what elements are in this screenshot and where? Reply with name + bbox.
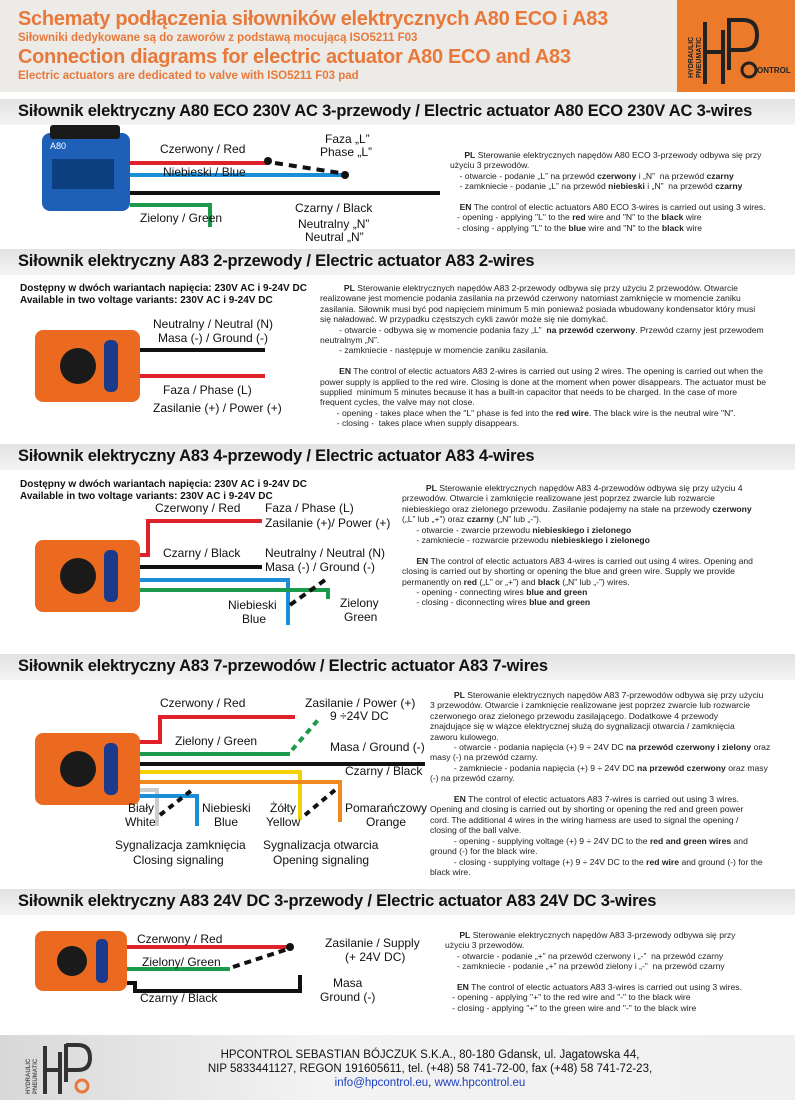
switch-icon (275, 163, 340, 173)
label-yellow-pl: Żółty (270, 801, 297, 815)
label-orange-en: Orange (366, 815, 407, 829)
bold-text-segment: czarny (706, 170, 734, 181)
text-segment (445, 930, 459, 940)
subtitle-pl: Siłowniki dedykowane są do zaworów z podstawą mocującą ISO5211 F03 (18, 32, 418, 44)
label-ground-en: Ground (-) (320, 990, 376, 1004)
text-segment: - opening - applying "+" to the red wire and "-" to the black wire (445, 992, 691, 1003)
section-title-a83-7wire: Siłownik elektryczny A83 7-przewodów / Electric actuator A83 7-wires (0, 654, 795, 680)
subtitle-en: Electric actuators are dedicated to valve with ISO5211 F03 pad (18, 70, 359, 82)
text-segment: The control of electic actuators A83 2-wires is carried out using 2 wires. The opening is carried out when the (351, 366, 763, 377)
text-segment: ground (-) for the black wire. (430, 846, 538, 857)
text-line (430, 815, 775, 825)
label-red: Czerwony / Red (155, 501, 241, 515)
section-title-a83-4wire: Siłownik elektryczny A83 4-przewody / Electric actuator A83 4-wires (0, 444, 795, 470)
description-a83-24vdc (445, 930, 790, 1013)
bold-text-segment: niebieskiego i zielonego (551, 535, 650, 546)
bold-text-segment: red wire (646, 856, 680, 867)
text-segment: permanently on (402, 576, 464, 587)
text-line (450, 150, 790, 160)
text-segment (430, 690, 454, 700)
text-line (445, 992, 790, 1002)
text-segment: wire and "N" to the (586, 222, 662, 233)
text-line (402, 587, 787, 597)
text-line (450, 223, 790, 233)
text-segment: Sterowanie elektrycznych napędów A83 4-przewodów odbywa się przy użyciu 4 (436, 483, 743, 493)
label-ground: Masa (-) / Ground (-) (158, 331, 269, 345)
website-link[interactable]: www.hpcontrol.eu (434, 1077, 526, 1089)
text-line (430, 721, 775, 731)
text-segment: Opening and closing is carried out by shorting or opening the red and green power (430, 804, 744, 815)
section-title-a83-2wire: Siłownik elektryczny A83 2-przewody / Electric actuator A83 2-wires (0, 249, 795, 275)
label-blue-pl: Niebieski (228, 598, 277, 612)
text-line (402, 483, 787, 493)
text-segment: - otwarcie - podanie „L” na przewód (450, 170, 598, 181)
description-a83-2wire (320, 283, 788, 429)
text-line (320, 283, 788, 293)
text-segment: użyciu 3 przewodów. (450, 160, 530, 171)
text-segment: się naładować. W przypadku częstszych cykli zawór może się nie domykać. (320, 314, 608, 325)
label-neutral-pl: Neutralny „N” (298, 217, 370, 231)
text-segment: - opening - supplying voltage (+) 9 ÷ 24V DC to the (430, 835, 650, 846)
text-line (402, 577, 787, 587)
label-phase: Faza / Phase (L) (265, 501, 354, 515)
text-line (445, 930, 790, 940)
text-segment: closing is carried out by shorting or opening the blue and green wire. Supply we provide (402, 566, 735, 577)
text-segment: wire and "N" to the (585, 212, 662, 223)
text-segment: The control of electic actuators A83 7-wires is carried out using 3 wires. (465, 794, 739, 805)
text-segment: - opening - applying "L" to the (450, 212, 573, 223)
text-line (320, 408, 788, 418)
text-line (402, 493, 787, 503)
label-closing-en: Closing signaling (133, 853, 224, 867)
text-segment: The control of electic actuators A80 ECO 3-wires is carried out using 3 wires. (471, 202, 766, 213)
bold-text-segment: czarny (466, 514, 494, 525)
text-line (402, 545, 787, 555)
bold-text-segment: niebieskiego i zielonego (532, 524, 632, 535)
text-line (445, 972, 790, 982)
text-line (320, 377, 788, 387)
text-segment (402, 483, 426, 493)
label-yellow-en: Yellow (266, 815, 301, 829)
text-line (445, 940, 790, 950)
text-line (320, 356, 788, 366)
bold-text-segment: black (537, 576, 560, 587)
title-pl: Schematy podłączenia siłowników elektrycznych A80 ECO i A83 (18, 8, 608, 30)
text-segment: masy (-) na przewód czarny. (430, 752, 538, 763)
label-green: Zielony / Green (140, 211, 223, 225)
hpcontrol-logo (677, 0, 795, 92)
bold-text-segment: red and green wires (649, 835, 732, 846)
text-line (430, 690, 775, 700)
label-black: Czarny / Black (345, 764, 423, 778)
label-power: Zasilanie / Power (+) (305, 696, 416, 710)
text-segment: oraz (751, 742, 771, 753)
text-line (320, 345, 788, 355)
label-orange-pl: Pomarańczowy (345, 801, 428, 815)
text-segment: - zamkniecie - podanie „+” na przewód zielony i „-” na przewód czarny (445, 961, 725, 972)
text-segment: - opening - takes place when the "L" phase is fed into the (320, 407, 556, 418)
text-line (430, 773, 775, 783)
text-segment: The control of electic actuators A83 3-wires is carried out using 3 wires. (468, 982, 742, 993)
label-neutral-en: Neutral „N” (305, 230, 364, 244)
company-registration: NIP 5833441127, REGON 191605611, tel. (+48) 58 741-72-00, fax (+48) 58 741-72-23, (207, 1063, 653, 1075)
bold-text-segment: PL (464, 150, 476, 160)
label-black: Czarny / Black (140, 991, 218, 1005)
email-link[interactable]: info@hpcontrol.eu (334, 1077, 429, 1089)
label-black: Czarny / Black (295, 201, 373, 215)
bold-text-segment: na przewód czerwony i zielony (626, 742, 752, 753)
bold-text-segment: EN (456, 982, 469, 993)
text-segment: - otwarcie - odbywa się w momencie podania fazy „L” (320, 324, 547, 335)
bold-text-segment: red (572, 212, 586, 223)
text-segment: power supply is applied to the red wire. Closing is done at the moment when power disappears. The actuator must be (320, 376, 767, 387)
bold-text-segment: czerwony (712, 503, 752, 514)
label-red: Czerwony / Red (137, 932, 223, 946)
label-ground: Masa / Ground (-) (330, 740, 425, 754)
text-segment (320, 356, 322, 366)
text-segment: i „N” na przewód (644, 181, 716, 192)
label-supply: Zasilanie / Supply (325, 936, 420, 950)
bold-text-segment: PL (425, 483, 437, 493)
label-blue-pl: Niebieski (202, 801, 251, 815)
label-green: Zielony / Green (175, 734, 258, 748)
label-green-en: Green (344, 610, 378, 624)
bold-text-segment: EN (459, 202, 472, 213)
text-segment: - zamkniecie - podanie „L” na przewód (450, 181, 609, 192)
label-blue: Niebieski / Blue (163, 165, 246, 179)
text-segment: realizowane jest momencie podania zasilania na przewód czerwony natomiast zamknięcie w momencie zaniku (320, 293, 741, 304)
text-segment (430, 794, 454, 804)
bold-text-segment: EN (416, 555, 429, 566)
svg-text:PNEUMATIC: PNEUMATIC (696, 36, 703, 78)
text-segment: supplied minimum 5 minutes because it has a built-in capacitor that needs to be charged. In the case of more (320, 387, 738, 398)
text-segment: wire (683, 212, 702, 223)
text-line (450, 160, 790, 170)
text-line (430, 711, 775, 721)
label-green-pl: Zielony (340, 596, 379, 610)
text-segment: cord. The additional 4 wires in the wiring harness are used to signal the opening / (430, 814, 739, 825)
bold-text-segment: blue and green (529, 597, 591, 608)
text-segment (445, 972, 447, 982)
text-segment: - closing - applying "L" to the (450, 222, 569, 233)
text-line (320, 397, 788, 407)
svg-text:ONTROL: ONTROL (757, 66, 791, 75)
text-line (402, 566, 787, 576)
text-segment: znajdujące się w wiązce elektrycznej służą do sygnalizacji otwarcia / zamknięcia (430, 721, 735, 732)
bold-text-segment: EN (339, 366, 352, 377)
text-line (445, 982, 790, 992)
text-line (320, 293, 788, 303)
text-line (430, 836, 775, 846)
text-line (430, 867, 775, 877)
text-segment: Sterowanie elektrycznych napędów A80 ECO 3-przewody odbywa się przy (475, 150, 762, 160)
contact-links (120, 1077, 740, 1091)
text-line (445, 1003, 790, 1013)
text-segment: („L” or „+”) and (477, 576, 538, 587)
label-blue-en: Blue (242, 612, 267, 626)
text-line (320, 366, 788, 376)
text-line (402, 597, 787, 607)
text-line (320, 314, 788, 324)
bold-text-segment: PL (343, 283, 355, 293)
text-line (402, 556, 787, 566)
text-segment (402, 545, 404, 555)
text-segment: czerwonego oraz zielonego przewodu zasilającego. Dodatkowe 4 przewody (430, 710, 719, 721)
svg-text:HYDRAULIC: HYDRAULIC (688, 36, 695, 78)
text-segment: Sterowanie elektrycznych napędów A83 3-przewody odbywa się przy (470, 930, 736, 940)
label-blue-en: Blue (214, 815, 239, 829)
bold-text-segment: PL (453, 690, 465, 700)
text-line (402, 504, 787, 514)
text-line (320, 387, 788, 397)
text-segment: and (731, 835, 748, 846)
text-segment (402, 556, 416, 566)
bold-text-segment: czerwony (597, 170, 637, 181)
text-segment (320, 366, 339, 376)
text-segment (445, 982, 457, 992)
section-title-a80-3wire: Siłownik elektryczny A80 ECO 230V AC 3-przewody / Electric actuator A80 ECO 230V AC 3-wires (0, 99, 795, 125)
label-phase: Faza / Phase (L) (163, 383, 252, 397)
text-segment (320, 283, 344, 293)
text-segment: („L” lub „+”) oraz (402, 514, 467, 525)
text-line (430, 857, 775, 867)
text-line (430, 794, 775, 804)
text-segment: zaworu kulowego. (430, 731, 499, 742)
label-ground-pl: Masa (333, 976, 363, 990)
text-segment (450, 150, 464, 160)
text-segment: black wire. (430, 866, 471, 877)
company-address: HPCONTROL SEBASTIAN BÓJCZUK S.K.A., 80-180 Gdansk, ul. Jagatowska 44, (220, 1049, 640, 1061)
page-footer (0, 1035, 795, 1100)
text-segment: closing of the ball valve. (430, 825, 522, 836)
text-segment: i „N” na przewód (636, 170, 707, 181)
bold-text-segment: red wire (555, 407, 589, 418)
separator: , (428, 1077, 435, 1089)
label-closing-pl: Sygnalizacja zamknięcia (115, 838, 246, 852)
bold-text-segment: niebieski (608, 181, 645, 192)
svg-text:PNEUMATIC: PNEUMATIC (33, 1058, 39, 1094)
text-segment: - otwarcie - zwarcie przewodu (402, 524, 533, 535)
label-neutral: Neutralny / Neutral (N) (265, 546, 386, 560)
text-segment: - otwarcie - podania napięcia (+) 9 ÷ 24V DC (430, 742, 627, 753)
text-segment: - closing - takes place when supply disappears. (320, 418, 520, 429)
text-segment: - otwarcie - podanie „+” na przewód czerwony i „-” na przewód czarny (445, 950, 724, 961)
label-power: Zasilanie (+) / Power (+) (153, 401, 282, 415)
bold-text-segment: red (463, 576, 477, 587)
text-segment: („N” lub „-”). (493, 514, 542, 525)
text-line (450, 212, 790, 222)
text-line (450, 171, 790, 181)
voltage-note-en: Available in two voltage variants: 230V AC i 9-24V DC (20, 295, 273, 306)
title-en: Connection diagrams for electric actuator A80 ECO and A83 (18, 46, 571, 68)
text-segment: - closing - applying "+" to the green wire and "-" to the black wire (445, 1002, 697, 1013)
text-segment: neutralnym „N”. (320, 335, 380, 346)
text-segment: 3 przewodów. Otwarcie i zamknięcie realizowane jest poprzez zwarcie lub rozwarcie (430, 700, 751, 711)
footer-logo (20, 1040, 110, 1098)
text-segment: . Przewód czarny jest przewodem (635, 324, 764, 335)
bold-text-segment: EN (453, 794, 466, 805)
text-line (450, 192, 790, 202)
text-segment: frequent cycles, the valve may not close. (320, 397, 475, 408)
page-header (0, 0, 795, 92)
text-line (430, 784, 775, 794)
text-segment: - zamkniecie - rozwarcie przewodu (402, 535, 552, 546)
text-line (430, 804, 775, 814)
text-segment: przewodów. Otwarcie i zamknięcie realizowane jest poprzez zwarcie lub rozwarcie (402, 493, 715, 504)
text-segment: niebieskiego oraz zielonego przewodu. Zasilanie podajemy na stałe na przewody (402, 503, 713, 514)
bold-text-segment: blue (568, 222, 587, 233)
text-segment: Sterowanie elektrycznych napędów A83 7-przewodów odbywa się przy użyciu (464, 690, 764, 700)
label-ground: Masa (-) / Ground (-) (265, 560, 376, 574)
text-line (320, 335, 788, 345)
voltage-note-pl: Dostępny w dwóch wariantach napięcia: 230V AC i 9-24V DC (20, 479, 307, 490)
text-segment: and ground (-) for the (679, 856, 763, 867)
label-neutral: Neutralny / Neutral (N) (153, 317, 274, 331)
bold-text-segment: black (661, 222, 684, 233)
text-segment: wire (683, 222, 703, 233)
description-a83-4wire (402, 483, 787, 608)
text-line (430, 752, 775, 762)
text-segment: - opening - connecting wires (402, 587, 527, 598)
text-segment: oraz masy (725, 762, 768, 773)
label-black: Czarny / Black (163, 546, 241, 560)
text-segment: użyciu 3 przewodów. (445, 940, 525, 951)
text-segment: (-) na przewód czarny. (430, 773, 515, 784)
text-segment: zasilania. Siłownik musi być pod napięciem minimum 5 min ponieważ posiada wbudowany kondensator który musi (320, 303, 756, 314)
text-segment (450, 202, 460, 212)
text-line (402, 525, 787, 535)
label-white-en: White (125, 815, 156, 829)
label-white-pl: Biały (128, 801, 155, 815)
text-line (402, 535, 787, 545)
text-segment: - zamkniecie - następuje w momencie zaniku zasilania. (320, 345, 549, 356)
text-line (450, 202, 790, 212)
bold-text-segment: blue and green (526, 587, 588, 598)
bold-text-segment: na przewód czerwony (546, 324, 636, 335)
section-title-a83-24vdc: Siłownik elektryczny A83 24V DC 3-przewody / Electric actuator A83 24V DC 3-wires (0, 889, 795, 915)
label-phase-pl: Faza „L” (325, 132, 370, 146)
description-a80 (450, 150, 790, 233)
text-segment: - closing - supplying voltage (+) 9 ÷ 24V DC to the (430, 856, 647, 867)
text-line (320, 304, 788, 314)
text-segment: - zamkniecie - podania napięcia (+) 9 ÷ 24V DC (430, 762, 638, 773)
label-green: Zielony/ Green (142, 955, 221, 969)
description-a83-7wire (430, 690, 775, 877)
label-opening-en: Opening signaling (273, 853, 370, 867)
voltage-note-en: Available in two voltage variants: 230V AC i 9-24V DC (20, 491, 273, 502)
voltage-note-pl: Dostępny w dwóch wariantach napięcia: 230V AC i 9-24V DC (20, 283, 307, 294)
device-label: A80 (50, 141, 67, 151)
bold-text-segment: PL (459, 930, 471, 940)
text-line (430, 700, 775, 710)
text-line (430, 732, 775, 742)
bold-text-segment: black (661, 212, 684, 223)
text-segment: - closing - diconnecting wires (402, 597, 530, 608)
text-line (450, 181, 790, 191)
label-red: Czerwony / Red (160, 142, 246, 156)
text-segment: . The black wire is the neutral wire "N". (588, 407, 736, 418)
label-phase-en: Phase „L” (320, 145, 373, 159)
text-line (430, 846, 775, 856)
text-line (430, 763, 775, 773)
text-line (402, 514, 787, 524)
text-segment: The control of electic actuators A83 4-wires is carried out using 4 wires. Opening and (428, 555, 753, 566)
bold-text-segment: czarny (715, 181, 743, 192)
text-line (430, 742, 775, 752)
text-segment (450, 192, 452, 202)
text-line (320, 418, 788, 428)
svg-text:HYDRAULIC: HYDRAULIC (26, 1058, 32, 1094)
label-voltage: (+ 24V DC) (345, 950, 406, 964)
label-voltage: 9 ÷24V DC (330, 709, 389, 723)
label-opening-pl: Sygnalizacja otwarcia (263, 838, 379, 852)
text-segment: Sterowanie elektrycznych napędów A83 2-przewody odbywa się przy użyciu 2 przewodów. Otwarcie (354, 283, 738, 293)
text-line (320, 325, 788, 335)
label-power: Zasilanie (+)/ Power (+) (265, 516, 391, 530)
label-red: Czerwony / Red (160, 696, 246, 710)
text-line (445, 961, 790, 971)
bold-text-segment: na przewód czerwony (637, 762, 726, 773)
text-segment: („N” lub „-”) wires. (559, 576, 630, 587)
text-line (430, 825, 775, 835)
text-segment (430, 784, 432, 794)
text-line (445, 951, 790, 961)
